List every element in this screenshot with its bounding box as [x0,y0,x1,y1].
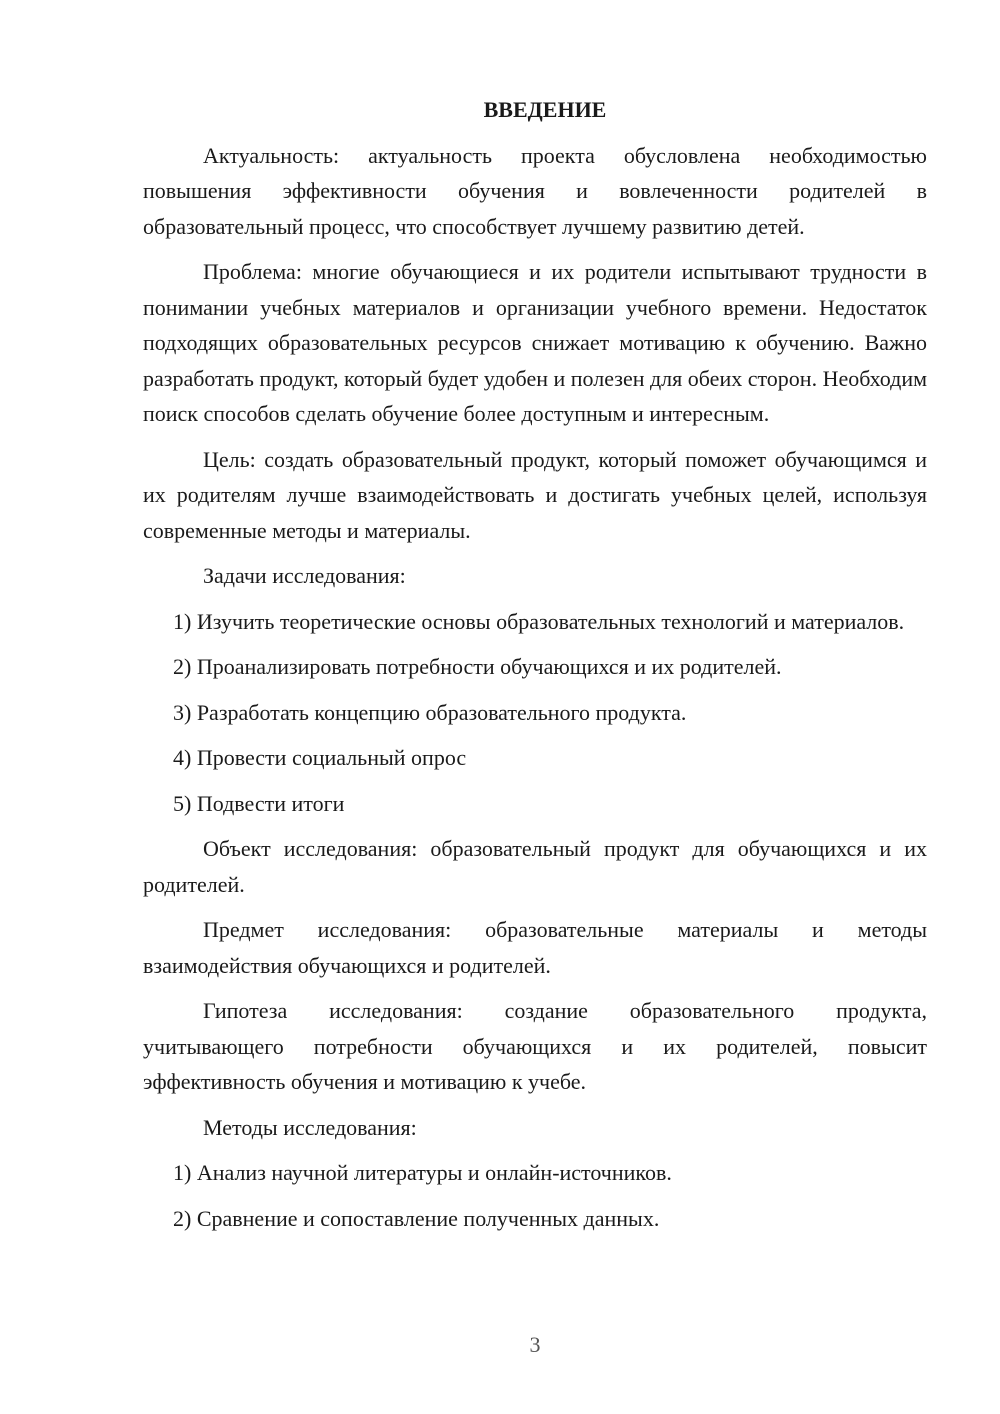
method-item-1: 1) Анализ научной литературы и онлайн-источников. [173,1160,672,1185]
subject-paragraph: Предмет исследования: образовательные материалы и методы взаимодействия обучающихся и родителей. [143,917,927,978]
task-item-4: 4) Провести социальный опрос [173,745,467,770]
methods-heading: Методы исследования: [203,1114,417,1140]
problem-paragraph: Проблема: многие обучающиеся и их родители испытывают трудности в понимании учебных материалов и организации учебного времени. Недостаток подходящих образовательных ресурсов снижает мотивацию к обучению. Важно разработать продукт, который будет удобен и полезен для обеих сторон. Необходим поиск способов сделать обучение более доступным и интересным. [143,259,928,426]
goal-paragraph: Цель: создать образовательный продукт, который поможет обучающимся и их родителям лучше взаимодействовать и достигать учебных целей, используя современные методы и материалы. [143,446,927,543]
method-item-2: 2) Сравнение и сопоставление полученных данных. [173,1205,660,1231]
page-number: 3 [529,1332,541,1357]
task-item-5: 5) Подвести итоги [173,790,345,816]
task-item-1: 1) Изучить теоретические основы образовательных технологий и материалов. [173,608,905,634]
task-item-3: 3) Разработать концепцию образовательного продукта. [173,699,687,725]
task-item-2: 2) Проанализировать потребности обучающихся и их родителей. [173,654,782,679]
relevance-paragraph: Актуальность: актуальность проекта обусловлена необходимостью повышения эффективности обучения и вовлеченности родителей в образовательный процесс, что способствует лучшему развитию детей. [143,142,927,239]
page-content [143,92,927,1246]
tasks-heading: Задачи исследования: [203,563,406,588]
object-paragraph: Объект исследования: образовательный продукт для обучающихся и их родителей. [143,836,927,897]
hypothesis-paragraph: Гипотеза исследования: создание образовательного продукта, учитывающего потребности обучающихся и их родителей, повысит эффективность обучения и мотивацию к учебе. [143,998,927,1094]
section-title: ВВЕДЕНИЕ [483,97,607,122]
